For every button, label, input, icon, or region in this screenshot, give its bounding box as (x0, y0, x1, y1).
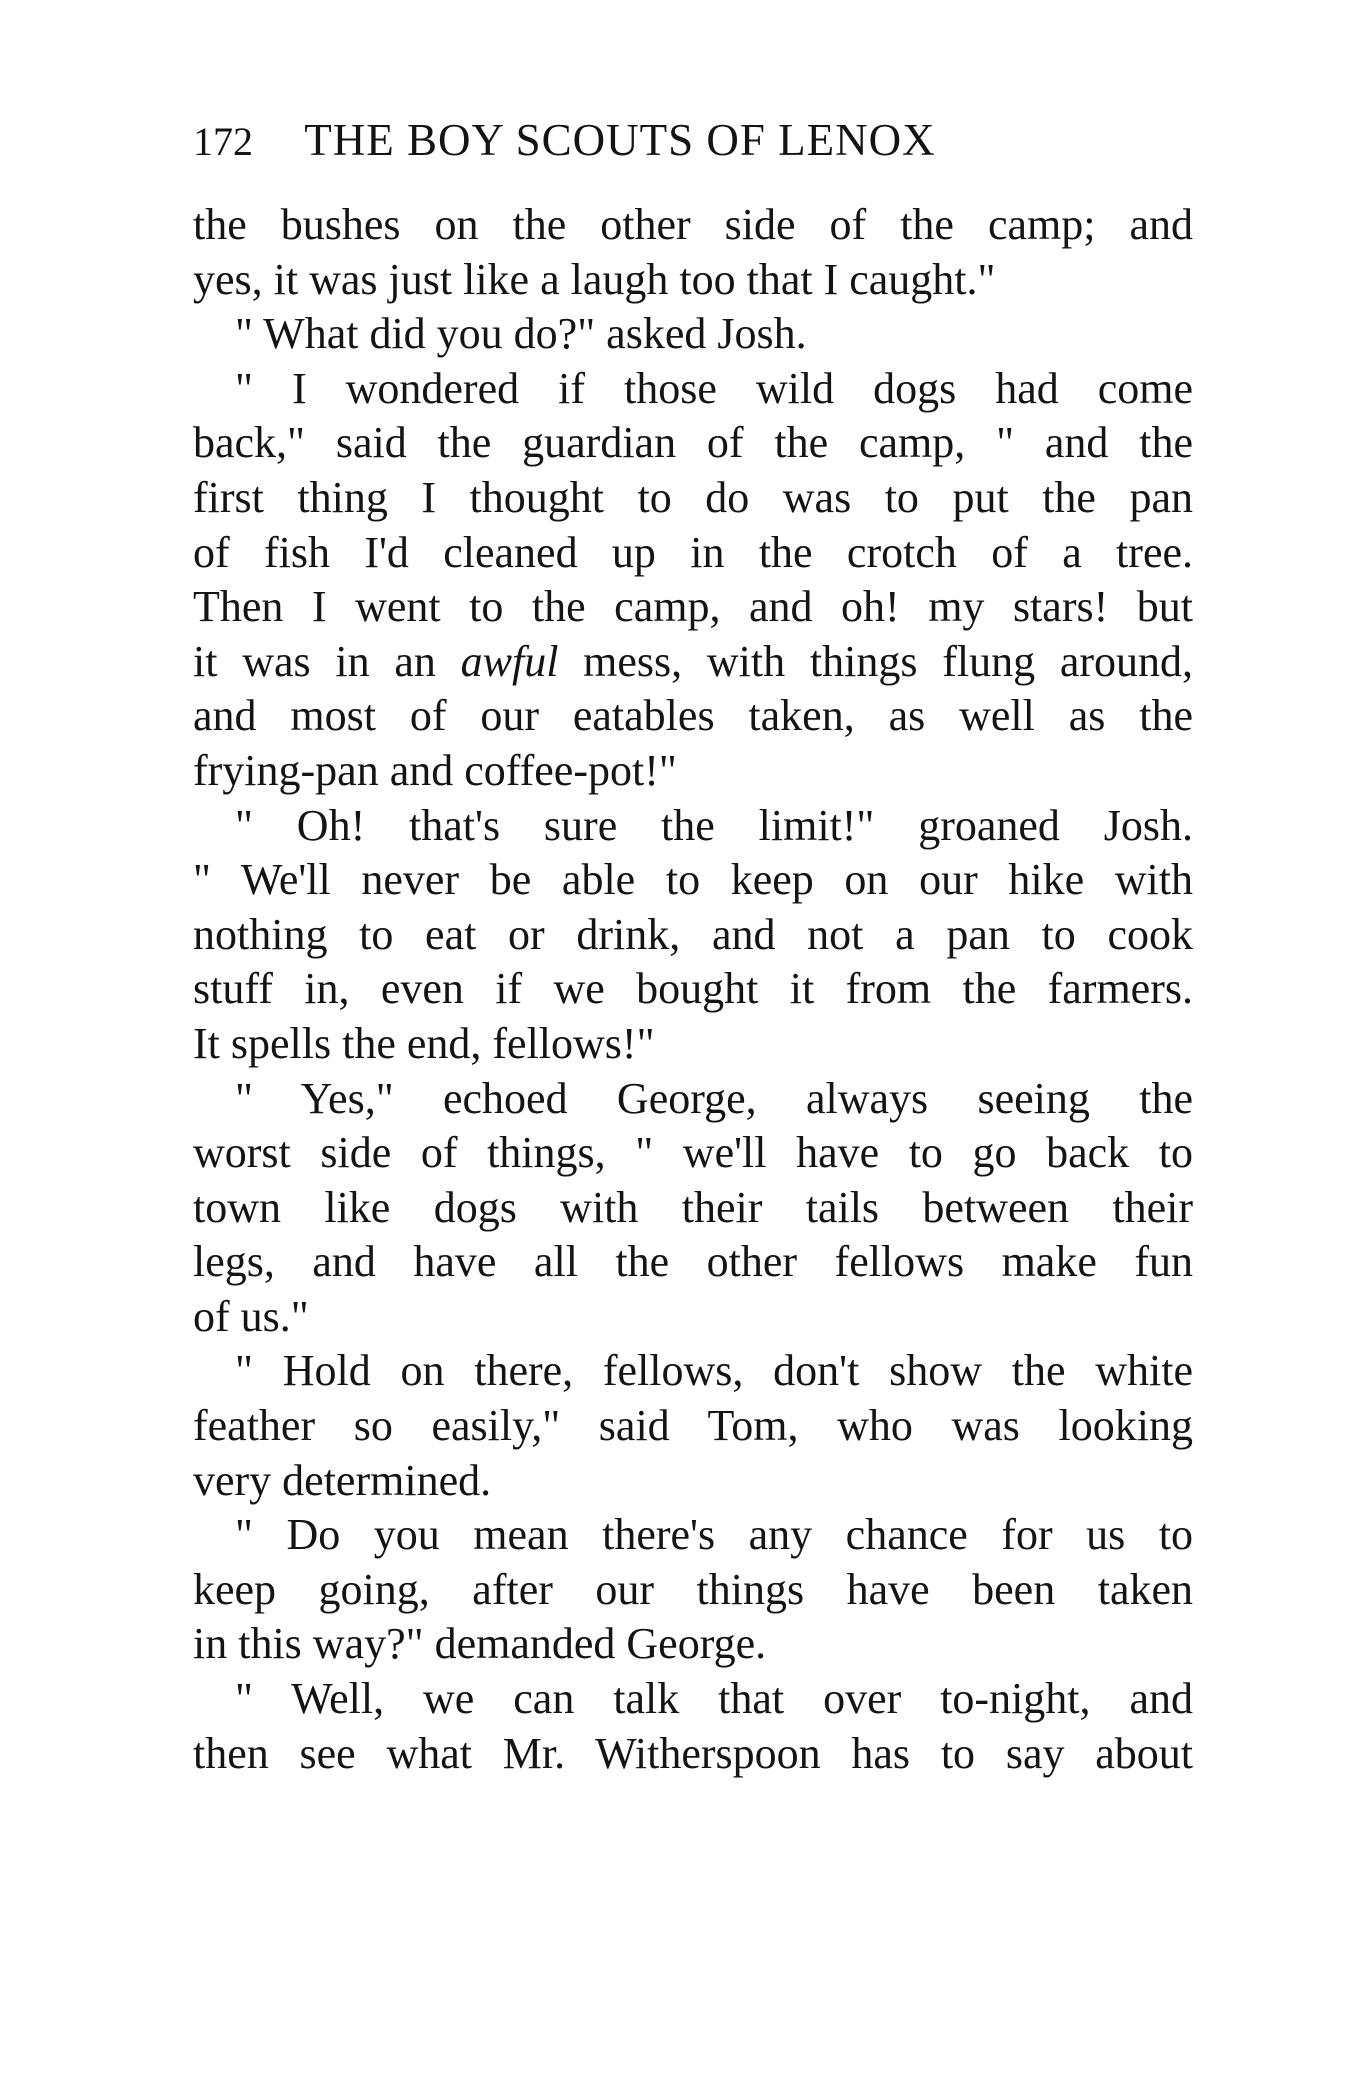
text-line: " What did you do?" asked Josh. (235, 309, 807, 359)
text-line: of us." (193, 1291, 309, 1341)
text-line: " Do you mean there's any chance for us to (235, 1510, 1193, 1560)
text-line: " Oh! that's sure the limit!" groaned Josh. (235, 800, 1193, 850)
text-line: then see what Mr. Witherspoon has to say about (193, 1728, 1193, 1778)
running-title: THE BOY SCOUTS OF LENOX (304, 115, 936, 165)
text-line: in this way?" demanded George. (193, 1619, 767, 1669)
text-line: keep going, after our things have been taken (193, 1564, 1193, 1614)
text-line: back," said the guardian of the camp, " and the (193, 418, 1193, 468)
text-line: " We'll never be able to keep on our hike with (193, 855, 1193, 905)
text-line: Then I went to the camp, and oh! my stars! but (193, 582, 1193, 632)
text-line: the bushes on the other side of the camp; and (193, 200, 1193, 249)
text-line: nothing to eat or drink, and not a pan to cook (193, 909, 1193, 959)
text-line: and most of our eatables taken, as well as the (193, 691, 1193, 741)
text-line: feather so easily," said Tom, who was looking (193, 1401, 1193, 1451)
text-line: it was in an awful mess, with things flung around, (193, 636, 1194, 686)
text-line: frying-pan and coffee-pot!" (193, 745, 677, 795)
text-line: " Hold on there, fellows, don't show the white (235, 1346, 1193, 1396)
text-line: first thing I thought to do was to put the pan (193, 472, 1193, 522)
text-line: legs, and have all the other fellows make fun (193, 1237, 1193, 1287)
text-line: stuff in, even if we bought it from the farmers. (193, 964, 1193, 1014)
text-line: " Well, we can talk that over to-night, and (235, 1674, 1193, 1724)
text-line: yes, it was just like a laugh too that I caught." (193, 254, 996, 304)
text-line: " I wondered if those wild dogs had come (235, 363, 1193, 413)
text-line: town like dogs with their tails between their (193, 1182, 1193, 1232)
body-text (193, 198, 1193, 1781)
text-line: " Yes," echoed George, always seeing the (235, 1073, 1193, 1123)
emphasis: awful (460, 636, 559, 686)
page-number: 172 (193, 119, 253, 164)
text-line: of fish I'd cleaned up in the crotch of a tree. (193, 527, 1193, 577)
text-line: very determined. (193, 1455, 492, 1505)
running-head (193, 110, 1193, 170)
text-line: worst side of things, " we'll have to go back to (193, 1128, 1193, 1178)
text-line: It spells the end, fellows!" (193, 1018, 655, 1068)
